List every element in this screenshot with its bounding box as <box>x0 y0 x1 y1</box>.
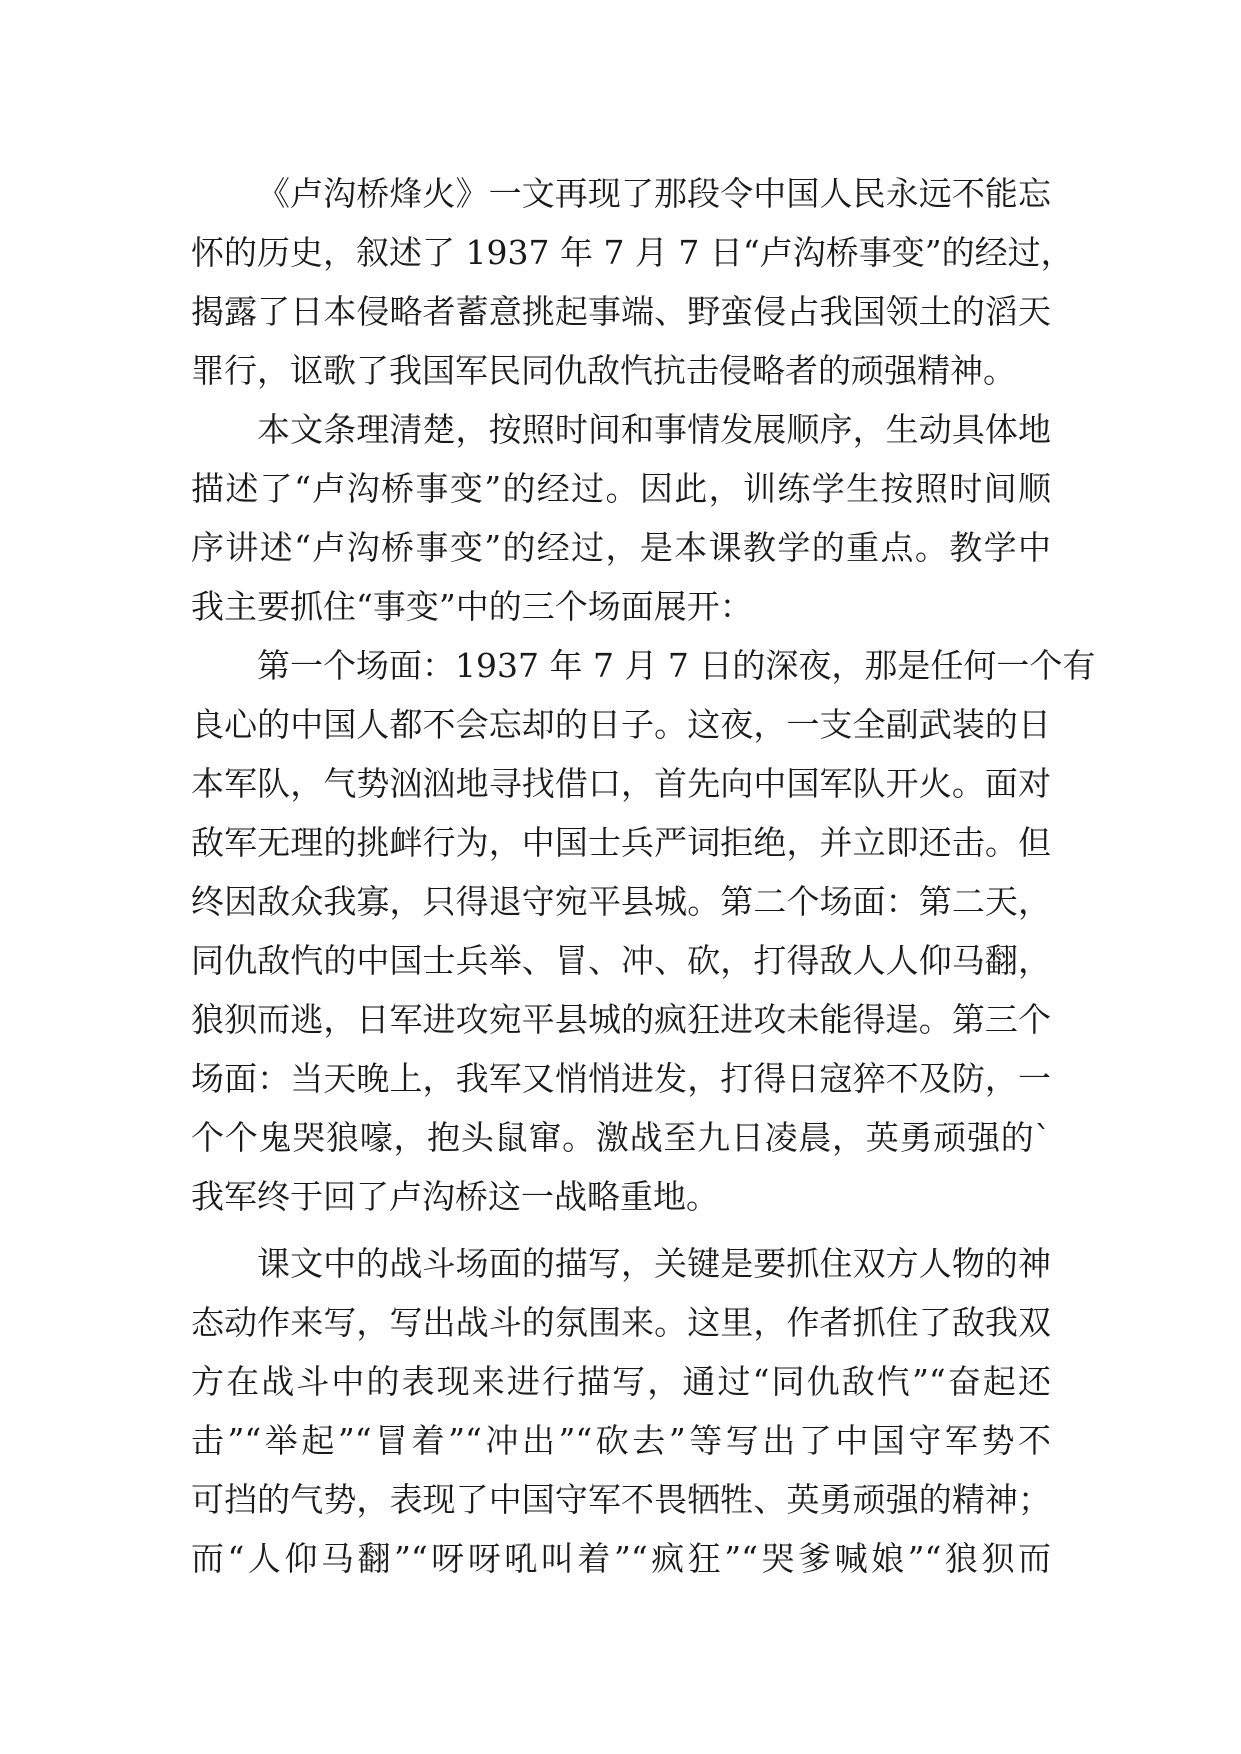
text-line: 态动作来写，写出战斗的氛围来。这里，作者抓住了敌我双 <box>191 1303 1051 1342</box>
text-line: 个个鬼哭狼嚎，抱头鼠窜。激战至九日凌晨，英勇顽强的` <box>191 1118 1051 1157</box>
text-line: 可挡的气势，表现了中国守军不畏牺牲、英勇顽强的精神； <box>191 1480 1051 1519</box>
text-line: 课文中的战斗场面的描写，关键是要抓住双方人物的神 <box>257 1244 1051 1283</box>
text-line: 本军队，气势汹汹地寻找借口，首先向中国军队开火。面对 <box>191 764 1051 803</box>
text-line: 击”“举起”“冒着”“冲出”“砍去”等写出了中国守军势不 <box>191 1421 1051 1460</box>
text-line: 方在战斗中的表现来进行描写，通过“同仇敌忾”“奋起还 <box>191 1362 1051 1401</box>
paragraph-3 <box>191 636 1096 1226</box>
text-line: 描述了“卢沟桥事变”的经过。因此，训练学生按照时间顺 <box>191 469 1051 508</box>
text-line: 我军终于回了卢沟桥这一战略重地。 <box>191 1177 719 1216</box>
text-line: 良心的中国人都不会忘却的日子。这夜，一支全副武装的日 <box>191 705 1051 744</box>
text-line: 序讲述“卢沟桥事变”的经过，是本课教学的重点。教学中 <box>191 528 1051 567</box>
paragraph-1 <box>191 164 1074 400</box>
text-line: 我主要抓住“事变”中的三个场面展开： <box>191 587 753 626</box>
text-line: 终因敌众我寡，只得退守宛平县城。第二个场面：第二天， <box>191 882 1051 921</box>
text-line: 《卢沟桥烽火》一文再现了那段令中国人民永远不能忘 <box>257 174 1051 213</box>
text-line: 敌军无理的挑衅行为，中国士兵严词拒绝，并立即还击。但 <box>191 823 1051 862</box>
text-line: 场面：当天晚上，我军又悄悄进发，打得日寇猝不及防，一 <box>191 1059 1051 1098</box>
text-line: 同仇敌忾的中国士兵举、冒、冲、砍，打得敌人人仰马翻， <box>191 941 1051 980</box>
paragraph-4 <box>191 1234 1051 1588</box>
text-line: 而“人仰马翻”“呀呀吼叫着”“疯狂”“哭爹喊娘”“狼狈而 <box>191 1539 1051 1578</box>
text-line: 揭露了日本侵略者蓄意挑起事端、野蛮侵占我国领土的滔天 <box>191 292 1051 331</box>
text-line: 怀的历史，叙述了 1937 年 7 月 7 日“卢沟桥事变”的经过， <box>191 233 1074 272</box>
text-line: 第一个场面：1937 年 7 月 7 日的深夜，那是任何一个有 <box>257 646 1096 685</box>
text-line: 罪行，讴歌了我国军民同仇敌忾抗击侵略者的顽强精神。 <box>191 351 1016 390</box>
text-line: 狼狈而逃，日军进攻宛平县城的疯狂进攻未能得逞。第三个 <box>191 1000 1051 1039</box>
paragraph-2 <box>191 400 1051 636</box>
text-line: 本文条理清楚，按照时间和事情发展顺序，生动具体地 <box>257 410 1051 449</box>
body-text <box>191 164 1096 1588</box>
